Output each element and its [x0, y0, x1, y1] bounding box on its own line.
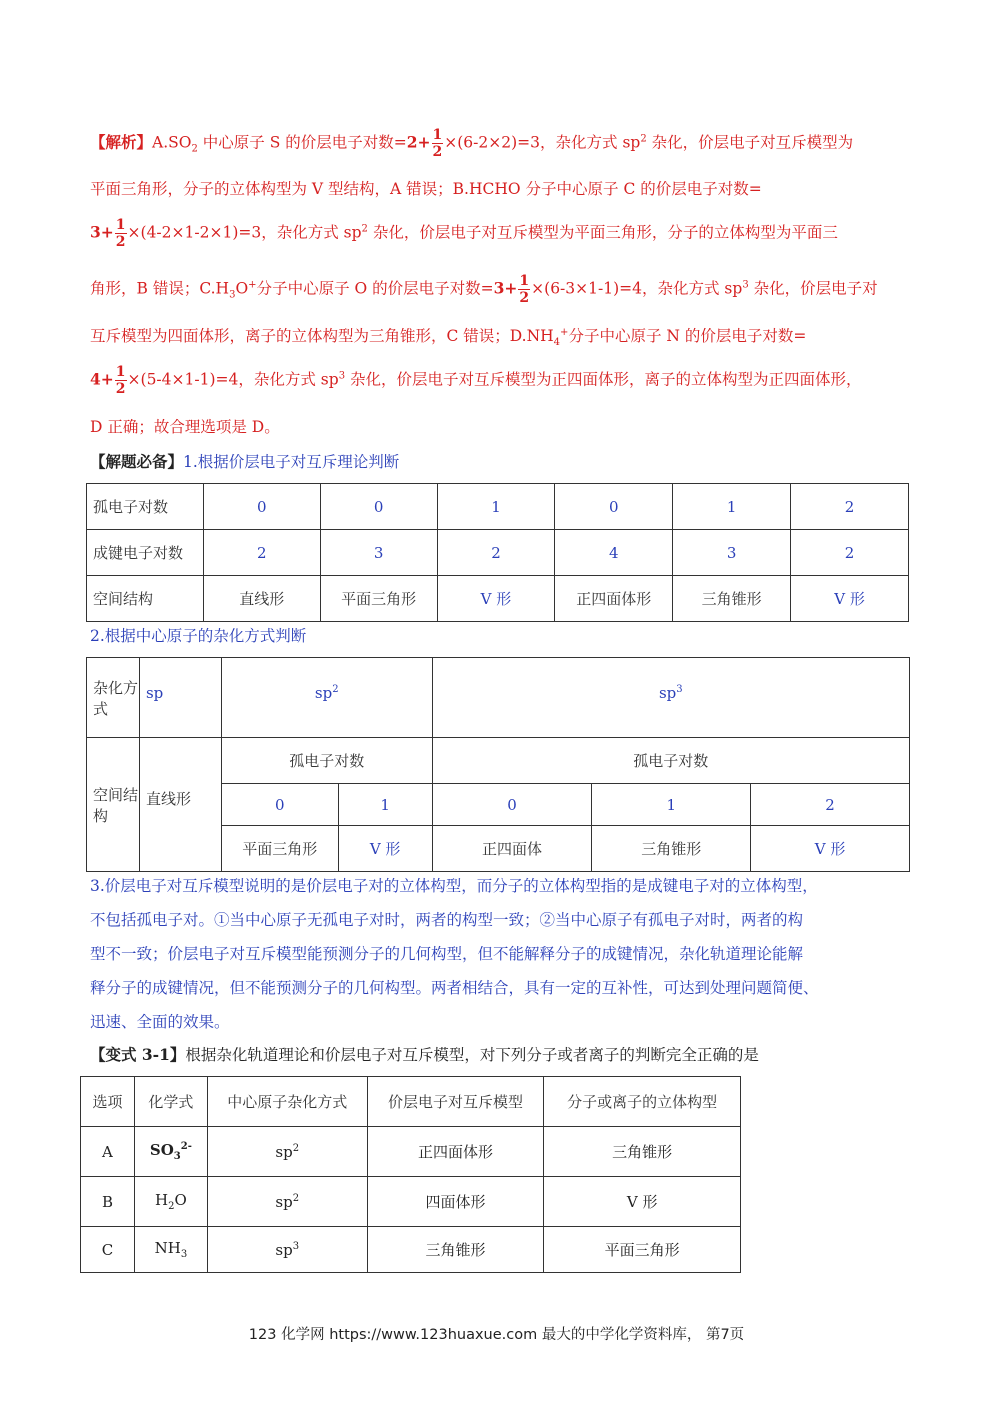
essentials-title-1: 1.根据价层电子对互斥理论判断: [183, 453, 400, 471]
analysis-label: 【解析】: [90, 132, 153, 152]
note-line-1: 3.价层电子对互斥模型说明的是价层电子对的立体构型，而分子的立体构型指的是成键电子对的立体构型，: [90, 877, 818, 895]
fraction: $\frac{1}{2}$: [519, 273, 530, 306]
table-row: B $H_2O$ $sp^2$ 四面体形 V 形: [81, 1177, 741, 1227]
table-row: 空间结构 直线形 孤电子对数 孤电子对数: [87, 738, 910, 784]
table-row: 0 1 0 1 2: [87, 784, 910, 826]
analysis-line-1: 【解析】$A.SO_2$ 中心原子 S 的价层电子对数=2+ $\frac{1}{2}$ ×(6-2×2)=3，杂化方式 $sp^2$ 杂化，价层电子对互斥模型为: [90, 127, 854, 160]
analysis-line-3: 3+ $\frac{1}{2}$ ×(4-2×1-2×1)=3，杂化方式 $sp^2$ 杂化，价层电子对互斥模型为平面三角形，分子的立体构型为平面三: [90, 217, 838, 250]
essentials-label: 【解题必备】: [90, 452, 184, 471]
fraction: $\frac{1}{2}$: [432, 127, 443, 160]
analysis-line-4: 角形，B 错误；$C.H_3O^+$分子中心原子 O 的价层电子对数=3+ $\frac{1}{2}$ ×(6-3×1-1)=4，杂化方式 $sp^3$ 杂化，价层电子对: [90, 273, 878, 306]
vsepr-table: [86, 483, 909, 622]
fraction: $\frac{1}{2}$: [115, 217, 126, 250]
note-line-2: 不包括孤电子对。①当中心原子无孤电子对时，两者的构型一致；②当中心原子有孤电子对时，两者的构: [90, 911, 804, 929]
analysis-line-6: 4+ $\frac{1}{2}$ ×(5-4×1-1)=4，杂化方式 $sp^3$ 杂化，价层电子对互斥模型为正四面体形，离子的立体构型为正四面体形，: [90, 364, 862, 397]
table-header: 选项 化学式 中心原子杂化方式 价层电子对互斥模型 分子或离子的立体构型: [81, 1077, 741, 1127]
table-row: 孤电子对数 0 0 1 0 1 2: [87, 484, 909, 530]
variant-question: 【变式 3-1】根据杂化轨道理论和价层电子对互斥模型，对下列分子或者离子的判断完全正确的是: [90, 1045, 759, 1064]
note-line-3: 型不一致；价层电子对互斥模型能预测分子的几何构型，但不能解释分子的成键情况，杂化轨道理论能解: [90, 945, 804, 963]
table-row: C $NH_3$ $sp^3$ 三角锥形 平面三角形: [81, 1227, 741, 1273]
options-table: [80, 1076, 741, 1273]
analysis-line-2: 平面三角形，分子的立体构型为 V 型结构，A 错误；B.HCHO 分子中心原子 C 的价层电子对数=: [90, 180, 762, 198]
hybridization-table: [86, 657, 910, 872]
note-line-4: 释分子的成键情况，但不能预测分子的几何构型。两者相结合，具有一定的互补性，可达到处理问题简便、: [90, 979, 819, 997]
table-row: A $SO_3^{2-}$ $sp^2$ 正四面体形 三角锥形: [81, 1127, 741, 1177]
note-line-5: 迅速、全面的效果。: [90, 1013, 230, 1031]
fraction: $\frac{1}{2}$: [115, 364, 126, 397]
table-row: 杂化方式 sp $sp^2$ $sp^3$: [87, 658, 910, 738]
table-row: 平面三角形 V 形 正四面体 三角锥形 V 形: [87, 826, 910, 872]
table-row: 空间结构 直线形 平面三角形 V 形 正四面体形 三角锥形 V 形: [87, 576, 909, 622]
essentials-title-2: 2.根据中心原子的杂化方式判断: [90, 627, 307, 645]
table-row: 成键电子对数 2 3 2 4 3 2: [87, 530, 909, 576]
variant-label: 【变式 3-1】: [90, 1045, 186, 1064]
page-footer: 123 化学网 https://www.123huaxue.com 最大的中学化学资料库， 第7页: [248, 1327, 745, 1343]
analysis-line-7: D 正确；故合理选项是 D。: [90, 418, 280, 436]
essentials-heading: [90, 450, 399, 472]
analysis-line-5: 互斥模型为四面体形，离子的立体构型为三角锥形，C 错误；$D.NH_4^+$分子中心原子 N 的价层电子对数=: [90, 326, 807, 349]
